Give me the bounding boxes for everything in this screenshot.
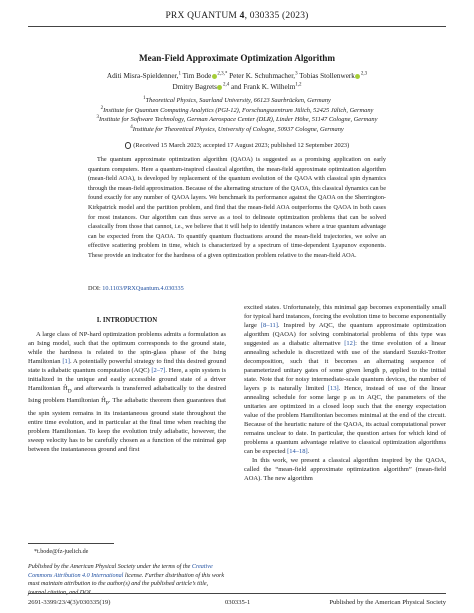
author-1: Aditi Misra-Spieldenner, (106, 72, 179, 80)
footer-rule (28, 593, 446, 594)
author-6: Frank K. Wilhelm (243, 83, 296, 91)
doi-link[interactable]: 10.1103/PRXQuantum.4.030335 (102, 285, 184, 292)
affiliation-4: $^4$Institute for Theoretical Physics, University of Cologne, 50937 Cologne, Germany (130, 124, 344, 133)
author-2: Tim Bode (182, 72, 212, 80)
abstract: The quantum approximate optimization algorithm (QAOA) is suggested as a promising application on early quantum computers. Here a quantum-inspired classical algorithm, the mean-field approximate optimization algorithm (mean-field AOA), is developed by replacement of the quantum evolution of the QAOA with classical spin dynamics through the mean-field approximation. Because of the alternating structure of the QAOA, this classical dynamics can be found exactly for any number of QAOA layers. We benchmark its performance against the QAOA on the Sherrington-Kirkpatrick model and the partition problem, and find that the mean-field AOA outperforms the QAOA in both cases for most instances. Our algorithm can thus serve as a tool to delineate optimization problems that can be solved classically from those that cannot, i.e., we believe that it will help to identify instances where a true quantum advantage can be expected from the QAOA. To quantify quantum fluctuations around the mean-field trajectories, we solve an effective scattering problem in time, which is characterized by a spectrum of time-dependent Lyapunov exponents. These provide an indicator for the hardness of a given optimization problem relative to the mean-field AOA. (88, 156, 386, 259)
intro-paragraph-continued: excited states. Unfortunately, this minimal gap becomes exponentially small for typical hard instances, forcing the evolution time to become exponentially large [8–11]. Inspired by AQC, the quantum approximate optimization algorithm (QAOA) for solving combinatorial problems of this type was suggested as a diabatic alternative [12]: the time evolution of a linear annealing schedule is discretized with use of the standard Suzuki-Trotter decomposition, such that it becomes an alternating sequence of parameterized unitary gates of some given length p, applied to the initial state. Note that for noisy intermediate-scale quantum devices, the number of layers p is naturally limited [13]. Hence, instead of use of the linear annealing schedule for some large p as in AQC, the parameters of the unitaries are optimized in a closed loop such that the energy expectation value of the problem Hamiltonian becomes minimal at the end of the circuit. Because of the heuristic nature of the QAOA, its actual computational power remains unclear to date. In particular, the question arises for which kind of problems a quantum advantage relative to classical optimization algorithms can be expected [14–18]. (244, 304, 447, 455)
intro-paragraph-2: In this work, we present a classical algorithm inspired by the QAOA, called the “mean-field approximate optimization algorithm” (mean-field AOA). The new algorithm (244, 457, 446, 482)
footer-page-number: 030335-1 (225, 599, 251, 606)
affiliation-2: $^2$Institute for Quantum Computing Analytics (PGI-12), Forschungszentrum Jülich, 52425 Jülich, Germany (100, 105, 374, 114)
affiliation-3: $^3$Institute for Software Technology, German Aerospace Center (DLR), Linder Höhe, 51147 Cologne, Germany (96, 115, 378, 124)
journal-name: PRX QUANTUM (165, 11, 238, 21)
header-rule (28, 26, 446, 27)
orcid-icon[interactable] (355, 74, 360, 79)
author-5: Dmitry Bagrets (172, 83, 217, 91)
citation-link[interactable]: [8–11] (260, 322, 278, 329)
update-check-icon[interactable] (125, 142, 132, 149)
publication-dates: (Received 15 March 2023; accepted 17 August 2023; published 12 September 2023) (0, 142, 474, 149)
intro-paragraph-1: A large class of NP-hard optimization problems admits a formulation as an Ising model, such that the optimum corresponds to the ground state, while the hardness is related to the spin-glass phase of the Ising Hamiltonian [1]. A potentially powerful strategy to find this desired ground state is adiabatic quantum computation (AQC) [2–7]. Here, a spin system is initialized in the unique and easily accessible ground state of a driver Hamiltonian $Ĥ_D$ and afterwards is transferred adiabatically to the desired Ising problem Hamiltonian $Ĥ_P$. The adiabatic theorem then guarantees that the spin system remains in its instantaneous ground state throughout the entire time evolution, and in particular at the final time when reaching the problem Hamiltonian. To keep the evolution truly adiabatic, however, the sweep velocity has to be carefully chosen as a function of the minimal gap between the instantaneous ground and first (28, 331, 227, 453)
doi-label: DOI: (88, 285, 101, 292)
footer-publisher: Published by the American Physical Society (329, 599, 446, 606)
journal-header (0, 11, 474, 21)
author-list: Aditi Misra-Spieldenner,$^1$ Tim Bode $^{2,3,*}$ Peter K. Schuhmacher,$^3$ Tobias Stollenwerk $^{2,3}$ Dmitry Bagrets $^{2,4}$ and Frank K. Wilhelm$^{1,2}$ (106, 71, 368, 91)
license-link[interactable]: Creative Commons Attribution 4.0 International (28, 563, 213, 579)
corresponding-email[interactable]: *t.bode@fz-juelich.de (34, 549, 89, 555)
affiliations (40, 96, 434, 134)
license-notice: Published by the American Physical Society under the terms of the Creative Commons Attribution 4.0 International license. Further distribution of this work must maintain attribution to the author(s) and the published article’s title, journal citation, and DOI. (28, 563, 225, 597)
citation-link[interactable]: [14–18] (287, 448, 308, 455)
doi-line (88, 285, 184, 292)
author-4: Tobias Stollenwerk (299, 72, 355, 80)
section-heading-introduction: I. INTRODUCTION (96, 317, 158, 324)
footer-issn: 2691-3399/23/4(3)/030335(19) (28, 599, 111, 606)
citation-link[interactable]: [12] (344, 340, 356, 347)
orcid-icon[interactable] (217, 85, 222, 90)
right-column (244, 303, 446, 483)
citation-link[interactable]: [1] (62, 358, 70, 365)
footnotes (28, 548, 226, 598)
citation-link[interactable]: [2–7] (151, 367, 166, 374)
footnote-rule (28, 543, 114, 544)
paper-title: Mean-Field Approximate Optimization Algorithm (138, 53, 336, 63)
author-3: Peter K. Schuhmacher, (229, 72, 296, 80)
left-column (28, 302, 226, 454)
author-conjunction: and (231, 83, 242, 91)
journal-article-number: , 030335 (2023) (244, 11, 309, 21)
citation-link[interactable]: [13] (327, 385, 339, 392)
affiliation-1: $^1$Theoretical Physics, Saarland University, 66123 Saarbrücken, Germany (143, 95, 331, 104)
journal-volume: 4 (239, 11, 245, 21)
